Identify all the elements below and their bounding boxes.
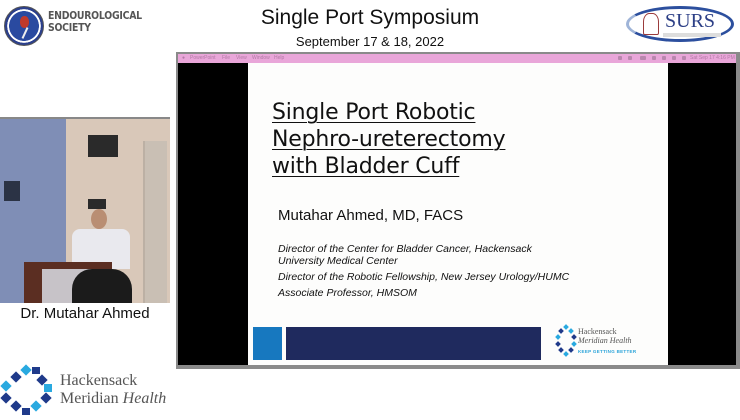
status-icon[interactable] [618,56,622,60]
sponsor-name-italic: Health [122,390,167,407]
role-item [278,271,569,283]
surs-emblem-icon [643,13,659,35]
menubar-clock: Sat Sep 17 4:16 PM [690,55,735,61]
surs-logo [626,6,734,42]
role-item [278,287,569,299]
hmh-mark-icon [556,325,576,355]
slide-title-line: Nephro-ureterectomy [272,127,506,152]
role-text: University Medical Center [278,255,398,267]
wall-monitor [88,135,118,157]
search-icon[interactable] [662,56,666,60]
slide-hmh-name [578,327,632,345]
phone-icon[interactable] [628,56,632,60]
sponsor-name-line1: Hackensack [60,372,138,389]
menu-file[interactable]: File [222,55,231,61]
letterbox-left [178,63,248,365]
letterbox-right [668,63,736,365]
org-name-line2: SOCIETY [48,21,91,34]
role-text: Director of the Center for Bladder Cancer, Hackensack [278,243,532,255]
menu-app[interactable]: PowerPoint [190,55,216,61]
footer-accent-bar [286,327,541,360]
hackensack-meridian-health-logo-icon [0,364,52,416]
battery-icon[interactable] [640,56,646,60]
menu-help[interactable]: Help [274,55,285,61]
siri-icon[interactable] [682,56,686,60]
menu-window[interactable]: Window [252,55,270,61]
slide-hmh-tagline: KEEP GETTING BETTER [578,349,637,354]
slide-author: Mutahar Ahmed, MD, FACS [278,207,464,224]
slide-title [272,99,505,180]
menu-view[interactable]: View [236,55,247,61]
shared-screen [176,52,740,369]
speaker-video-feed [0,117,170,303]
hmh-name-line2: Meridian Health [578,336,632,345]
hmh-name-line1: Hackensack [578,327,617,336]
mac-menubar [178,54,736,63]
control-center-icon[interactable] [672,56,676,60]
footer-accent-square [253,327,282,360]
event-title: Single Port Symposium [260,6,480,29]
presentation-slide [248,63,668,365]
event-dates: September 17 & 18, 2022 [295,34,445,49]
hackensack-meridian-health-name [60,372,166,408]
slide-title-line: with Bladder Cuff [272,154,460,179]
speaker-caption: Dr. Mutahar Ahmed [20,305,150,322]
apple-menu-icon[interactable]: ● [182,55,186,61]
audience-member [72,269,132,303]
role-text: Director of the Robotic Fellowship, New Jersey Urology/HUMC [278,271,570,283]
wifi-icon[interactable] [652,56,656,60]
role-text: Associate Professor, HMSOM [278,287,417,299]
slide-title-line: Single Port Robotic [272,100,476,125]
surs-name: SURS [665,10,716,32]
sponsor-name-line2 [60,390,166,408]
role-item [278,243,569,267]
surs-subtext [663,33,721,37]
sponsor-name-regular: Meridian [60,390,123,407]
slide-hmh-logo [556,323,656,361]
org-name-line1: ENDOUROLOGICAL [48,9,142,22]
slide-roles [278,243,569,303]
